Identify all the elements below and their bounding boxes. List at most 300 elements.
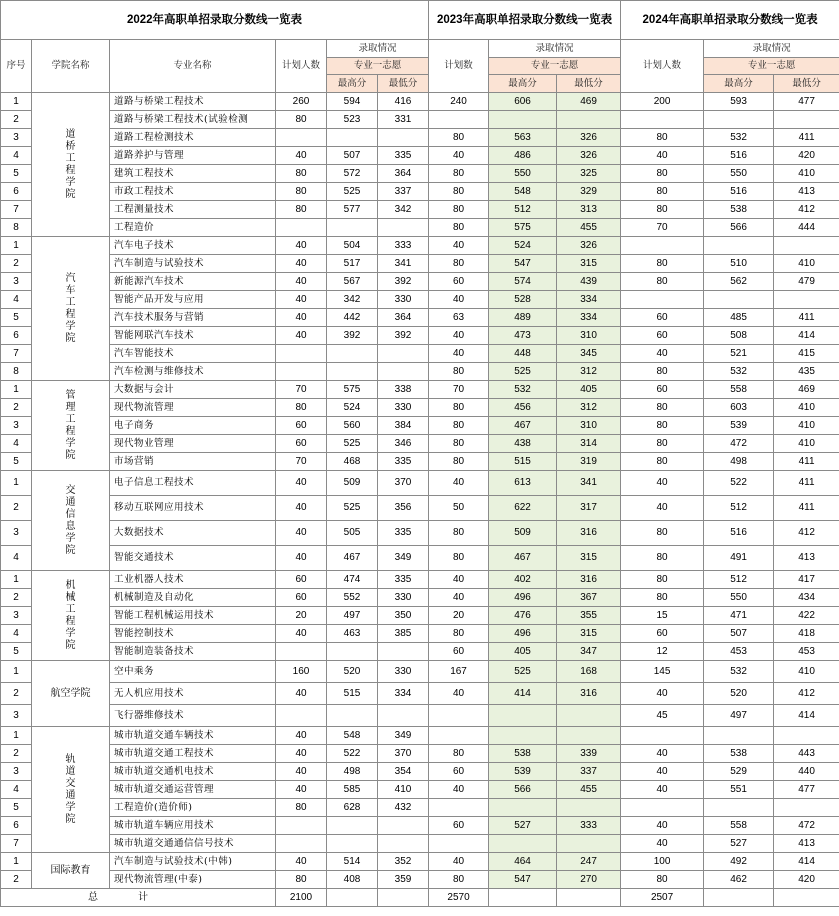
cell-max-2023: 512	[489, 201, 557, 219]
cell-min-2023	[557, 705, 621, 727]
cell-min-2024	[774, 237, 839, 255]
cell-plan-2023: 20	[429, 607, 489, 625]
cell-plan-2023: 80	[429, 521, 489, 546]
total-empty-cell	[557, 889, 621, 907]
major-name: 城市轨道交通车辆技术	[110, 727, 276, 745]
cell-max-2022: 520	[327, 661, 378, 683]
cell-max-2024: 603	[704, 399, 774, 417]
cell-plan-2022: 40	[276, 496, 327, 521]
cell-plan-2024: 12	[621, 643, 704, 661]
table-row	[1, 705, 839, 727]
total-plan-2023: 2570	[429, 889, 489, 907]
row-index: 1	[1, 727, 32, 745]
header-admission-2022: 录取情况	[327, 40, 429, 58]
cell-plan-2023: 40	[429, 471, 489, 496]
cell-plan-2024: 40	[621, 496, 704, 521]
cell-plan-2023: 80	[429, 399, 489, 417]
cell-max-2023: 574	[489, 273, 557, 291]
cell-max-2023: 539	[489, 763, 557, 781]
cell-plan-2023: 80	[429, 129, 489, 147]
cell-max-2022: 523	[327, 111, 378, 129]
cell-max-2022: 504	[327, 237, 378, 255]
cell-max-2022: 408	[327, 871, 378, 889]
row-index: 4	[1, 291, 32, 309]
cell-min-2024: 412	[774, 521, 839, 546]
cell-min-2022: 334	[378, 683, 429, 705]
cell-plan-2022	[276, 705, 327, 727]
cell-min-2024	[774, 291, 839, 309]
row-index: 2	[1, 683, 32, 705]
header-plan-2024: 计划人数	[621, 40, 704, 93]
cell-max-2024: 453	[704, 643, 774, 661]
cell-max-2022: 628	[327, 799, 378, 817]
college-name-text: 道桥工程学院	[65, 128, 76, 200]
cell-plan-2022	[276, 835, 327, 853]
cell-plan-2023: 63	[429, 309, 489, 327]
cell-min-2024: 411	[774, 129, 839, 147]
table-row	[1, 435, 839, 453]
cell-plan-2023: 40	[429, 237, 489, 255]
cell-min-2024: 434	[774, 589, 839, 607]
row-index: 2	[1, 111, 32, 129]
major-name: 智能控制技术	[110, 625, 276, 643]
cell-min-2023: 347	[557, 643, 621, 661]
cell-max-2024: 521	[704, 345, 774, 363]
major-name: 工程造价	[110, 219, 276, 237]
cell-max-2024: 498	[704, 453, 774, 471]
cell-max-2023	[489, 799, 557, 817]
cell-plan-2023: 40	[429, 291, 489, 309]
title-2022: 2022年高职单招录取分数线一览表	[1, 1, 429, 40]
cell-max-2024: 527	[704, 835, 774, 853]
cell-min-2023: 326	[557, 129, 621, 147]
total-empty-cell	[378, 889, 429, 907]
cell-max-2024: 538	[704, 745, 774, 763]
cell-plan-2022: 60	[276, 589, 327, 607]
cell-plan-2023: 80	[429, 183, 489, 201]
title-2024: 2024年高职单招录取分数线一览表	[621, 1, 839, 40]
cell-min-2023: 334	[557, 291, 621, 309]
cell-plan-2022: 80	[276, 399, 327, 417]
cell-min-2023: 315	[557, 546, 621, 571]
row-index: 3	[1, 607, 32, 625]
cell-min-2023: 333	[557, 817, 621, 835]
row-index: 3	[1, 705, 32, 727]
total-empty-cell	[489, 889, 557, 907]
college-name	[32, 471, 110, 571]
major-name: 电子信息工程技术	[110, 471, 276, 496]
row-index: 4	[1, 147, 32, 165]
cell-plan-2024: 100	[621, 853, 704, 871]
cell-plan-2022: 40	[276, 521, 327, 546]
cell-plan-2023: 50	[429, 496, 489, 521]
cell-max-2024: 539	[704, 417, 774, 435]
cell-plan-2023	[429, 727, 489, 745]
row-index: 7	[1, 201, 32, 219]
cell-min-2023	[557, 727, 621, 745]
cell-min-2024: 418	[774, 625, 839, 643]
college-name-text: 航空学院	[50, 687, 91, 699]
cell-min-2024: 410	[774, 165, 839, 183]
table-row	[1, 763, 839, 781]
row-index: 5	[1, 165, 32, 183]
cell-min-2023: 247	[557, 853, 621, 871]
college-name	[32, 853, 110, 889]
cell-max-2023: 606	[489, 93, 557, 111]
cell-max-2023: 467	[489, 417, 557, 435]
cell-plan-2022: 40	[276, 327, 327, 345]
college-name	[32, 93, 110, 237]
cell-max-2024: 512	[704, 571, 774, 589]
cell-plan-2023: 80	[429, 871, 489, 889]
major-name: 电子商务	[110, 417, 276, 435]
cell-max-2022: 392	[327, 327, 378, 345]
cell-max-2022: 509	[327, 471, 378, 496]
cell-min-2022: 335	[378, 453, 429, 471]
major-name: 无人机应用技术	[110, 683, 276, 705]
table-row	[1, 853, 839, 871]
table-row	[1, 93, 839, 111]
cell-max-2024: 508	[704, 327, 774, 345]
cell-min-2022	[378, 705, 429, 727]
cell-max-2023: 525	[489, 661, 557, 683]
header-max-2023: 最高分	[489, 75, 557, 93]
cell-plan-2023: 80	[429, 363, 489, 381]
cell-plan-2022: 160	[276, 661, 327, 683]
table-body	[1, 93, 839, 907]
cell-plan-2022	[276, 363, 327, 381]
cell-min-2024: 453	[774, 643, 839, 661]
cell-max-2022: 463	[327, 625, 378, 643]
cell-min-2024: 469	[774, 381, 839, 399]
major-name: 工业机器人技术	[110, 571, 276, 589]
row-index: 2	[1, 399, 32, 417]
cell-min-2024: 411	[774, 471, 839, 496]
cell-min-2022: 338	[378, 381, 429, 399]
college-name-text: 管理工程学院	[65, 389, 76, 461]
row-index: 5	[1, 309, 32, 327]
cell-min-2022: 349	[378, 727, 429, 745]
table-row	[1, 799, 839, 817]
row-index: 6	[1, 183, 32, 201]
cell-plan-2023	[429, 111, 489, 129]
row-index: 7	[1, 345, 32, 363]
cell-max-2022: 525	[327, 183, 378, 201]
cell-min-2022: 330	[378, 291, 429, 309]
header-first-choice-2024: 专业一志愿	[704, 58, 839, 75]
cell-plan-2024: 80	[621, 589, 704, 607]
cell-max-2023: 547	[489, 255, 557, 273]
total-label: 总计	[1, 889, 276, 907]
table-row	[1, 417, 839, 435]
cell-plan-2022: 40	[276, 763, 327, 781]
cell-plan-2023: 40	[429, 781, 489, 799]
cell-max-2024: 462	[704, 871, 774, 889]
cell-min-2024: 422	[774, 607, 839, 625]
cell-max-2022: 560	[327, 417, 378, 435]
major-name: 工程造价(造价师)	[110, 799, 276, 817]
major-name: 道路工程检测技术	[110, 129, 276, 147]
cell-min-2023	[557, 835, 621, 853]
cell-plan-2024: 80	[621, 399, 704, 417]
cell-plan-2024: 70	[621, 219, 704, 237]
cell-max-2022: 522	[327, 745, 378, 763]
cell-max-2023: 563	[489, 129, 557, 147]
cell-max-2023: 438	[489, 435, 557, 453]
table-row	[1, 183, 839, 201]
header-max-2024: 最高分	[704, 75, 774, 93]
cell-min-2022: 432	[378, 799, 429, 817]
major-name: 建筑工程技术	[110, 165, 276, 183]
table-row	[1, 399, 839, 417]
cell-max-2024: 550	[704, 589, 774, 607]
cell-min-2023: 334	[557, 309, 621, 327]
row-index: 4	[1, 546, 32, 571]
row-index: 5	[1, 799, 32, 817]
cell-min-2024: 412	[774, 201, 839, 219]
cell-plan-2023: 60	[429, 817, 489, 835]
header-max-2022: 最高分	[327, 75, 378, 93]
table-row	[1, 111, 839, 129]
major-name: 汽车技术服务与营销	[110, 309, 276, 327]
cell-max-2023: 532	[489, 381, 557, 399]
total-empty-cell	[704, 889, 774, 907]
table-row	[1, 643, 839, 661]
cell-min-2024: 412	[774, 683, 839, 705]
cell-min-2022: 335	[378, 571, 429, 589]
cell-max-2023: 456	[489, 399, 557, 417]
row-index: 8	[1, 219, 32, 237]
cell-min-2023: 270	[557, 871, 621, 889]
cell-plan-2023: 40	[429, 853, 489, 871]
cell-plan-2022: 40	[276, 147, 327, 165]
cell-plan-2023	[429, 799, 489, 817]
cell-plan-2024: 80	[621, 871, 704, 889]
cell-plan-2023: 40	[429, 571, 489, 589]
cell-plan-2024: 80	[621, 363, 704, 381]
cell-min-2024: 410	[774, 435, 839, 453]
college-name-text: 轨道交通学院	[65, 753, 76, 825]
cell-min-2023: 310	[557, 417, 621, 435]
cell-max-2023: 509	[489, 521, 557, 546]
cell-plan-2023: 80	[429, 625, 489, 643]
major-name: 道路与桥梁工程技术	[110, 93, 276, 111]
major-name: 汽车智能技术	[110, 345, 276, 363]
cell-min-2023: 355	[557, 607, 621, 625]
total-plan-2024: 2507	[621, 889, 704, 907]
row-index: 1	[1, 381, 32, 399]
major-name: 大数据技术	[110, 521, 276, 546]
cell-max-2022	[327, 835, 378, 853]
row-index: 1	[1, 661, 32, 683]
cell-min-2023: 455	[557, 781, 621, 799]
cell-min-2024: 410	[774, 417, 839, 435]
cell-min-2024: 410	[774, 661, 839, 683]
cell-plan-2023: 40	[429, 327, 489, 345]
major-name: 移动互联网应用技术	[110, 496, 276, 521]
cell-max-2023	[489, 111, 557, 129]
cell-max-2022: 442	[327, 309, 378, 327]
major-name: 道路与桥梁工程技术(试验检测	[110, 111, 276, 129]
cell-plan-2023: 60	[429, 273, 489, 291]
cell-min-2023: 316	[557, 521, 621, 546]
cell-plan-2024: 40	[621, 683, 704, 705]
major-name: 汽车电子技术	[110, 237, 276, 255]
cell-plan-2023: 167	[429, 661, 489, 683]
cell-min-2022: 330	[378, 399, 429, 417]
cell-max-2023: 622	[489, 496, 557, 521]
row-index: 3	[1, 129, 32, 147]
cell-plan-2022: 80	[276, 201, 327, 219]
row-index: 1	[1, 471, 32, 496]
cell-max-2022	[327, 219, 378, 237]
header-plan-2023: 计划数	[429, 40, 489, 93]
major-name: 城市轨道交通机电技术	[110, 763, 276, 781]
row-index: 6	[1, 327, 32, 345]
cell-min-2024	[774, 799, 839, 817]
table-row	[1, 683, 839, 705]
cell-plan-2022: 40	[276, 471, 327, 496]
cell-plan-2023: 40	[429, 147, 489, 165]
cell-min-2024: 414	[774, 853, 839, 871]
cell-plan-2024: 80	[621, 546, 704, 571]
major-name: 工程测量技术	[110, 201, 276, 219]
cell-min-2022: 392	[378, 327, 429, 345]
cell-max-2022: 497	[327, 607, 378, 625]
cell-max-2023: 489	[489, 309, 557, 327]
major-name: 新能源汽车技术	[110, 273, 276, 291]
cell-max-2022: 474	[327, 571, 378, 589]
row-index: 2	[1, 496, 32, 521]
cell-max-2023	[489, 727, 557, 745]
cell-min-2022: 359	[378, 871, 429, 889]
cell-min-2022: 364	[378, 309, 429, 327]
cell-plan-2022: 260	[276, 93, 327, 111]
cell-min-2023: 345	[557, 345, 621, 363]
major-name: 城市轨道交通通信信号技术	[110, 835, 276, 853]
cell-plan-2023: 80	[429, 435, 489, 453]
cell-min-2024: 414	[774, 705, 839, 727]
cell-min-2024: 415	[774, 345, 839, 363]
cell-plan-2023: 80	[429, 546, 489, 571]
cell-max-2023: 548	[489, 183, 557, 201]
cell-plan-2022: 40	[276, 291, 327, 309]
major-name: 智能网联汽车技术	[110, 327, 276, 345]
cell-min-2022: 335	[378, 147, 429, 165]
college-name	[32, 381, 110, 471]
cell-plan-2024: 45	[621, 705, 704, 727]
cell-max-2023: 448	[489, 345, 557, 363]
row-index: 3	[1, 763, 32, 781]
total-plan-2022: 2100	[276, 889, 327, 907]
cell-min-2022: 370	[378, 471, 429, 496]
cell-max-2023: 550	[489, 165, 557, 183]
cell-min-2024: 411	[774, 496, 839, 521]
cell-min-2024	[774, 727, 839, 745]
header-major: 专业名称	[110, 40, 276, 93]
cell-min-2023: 455	[557, 219, 621, 237]
cell-min-2022: 342	[378, 201, 429, 219]
major-name: 智能交通技术	[110, 546, 276, 571]
major-name: 城市轨道车辆应用技术	[110, 817, 276, 835]
cell-max-2023: 566	[489, 781, 557, 799]
major-name: 现代物流管理(中泰)	[110, 871, 276, 889]
cell-plan-2024: 80	[621, 417, 704, 435]
cell-min-2024: 413	[774, 835, 839, 853]
cell-min-2024	[774, 111, 839, 129]
cell-max-2024: 593	[704, 93, 774, 111]
table-row	[1, 607, 839, 625]
table-row	[1, 546, 839, 571]
cell-max-2022: 515	[327, 683, 378, 705]
cell-max-2023: 525	[489, 363, 557, 381]
cell-max-2023: 547	[489, 871, 557, 889]
cell-plan-2024: 40	[621, 345, 704, 363]
header-plan-2022: 计划人数	[276, 40, 327, 93]
major-name: 智能制造装备技术	[110, 643, 276, 661]
cell-max-2022: 572	[327, 165, 378, 183]
table-row	[1, 571, 839, 589]
college-name-text: 机械工程学院	[65, 579, 76, 651]
cell-max-2024: 538	[704, 201, 774, 219]
major-name: 城市轨道交通工程技术	[110, 745, 276, 763]
cell-plan-2024: 60	[621, 381, 704, 399]
cell-plan-2022: 40	[276, 683, 327, 705]
cell-max-2022: 552	[327, 589, 378, 607]
cell-max-2024	[704, 727, 774, 745]
cell-min-2024: 410	[774, 399, 839, 417]
cell-min-2024: 411	[774, 453, 839, 471]
cell-max-2024	[704, 291, 774, 309]
cell-plan-2024: 145	[621, 661, 704, 683]
cell-max-2023: 524	[489, 237, 557, 255]
cell-min-2024: 443	[774, 745, 839, 763]
cell-plan-2024: 80	[621, 183, 704, 201]
cell-max-2024: 532	[704, 363, 774, 381]
cell-max-2024: 512	[704, 496, 774, 521]
row-index: 7	[1, 835, 32, 853]
cell-min-2023: 405	[557, 381, 621, 399]
cell-plan-2023: 60	[429, 763, 489, 781]
row-index: 4	[1, 435, 32, 453]
cell-plan-2022	[276, 219, 327, 237]
major-name: 现代物流管理	[110, 399, 276, 417]
cell-min-2022: 335	[378, 521, 429, 546]
cell-max-2023: 575	[489, 219, 557, 237]
cell-max-2024: 550	[704, 165, 774, 183]
cell-max-2023: 528	[489, 291, 557, 309]
cell-max-2024: 532	[704, 129, 774, 147]
table-row	[1, 521, 839, 546]
cell-plan-2024	[621, 237, 704, 255]
cell-max-2024: 471	[704, 607, 774, 625]
row-index: 3	[1, 417, 32, 435]
cell-plan-2024: 80	[621, 453, 704, 471]
cell-min-2022: 385	[378, 625, 429, 643]
table-row	[1, 291, 839, 309]
cell-plan-2023: 40	[429, 345, 489, 363]
table-row	[1, 745, 839, 763]
cell-min-2024: 417	[774, 571, 839, 589]
cell-plan-2024: 40	[621, 471, 704, 496]
cell-max-2024: 522	[704, 471, 774, 496]
cell-min-2023: 313	[557, 201, 621, 219]
cell-min-2023: 326	[557, 237, 621, 255]
cell-max-2023: 414	[489, 683, 557, 705]
cell-min-2024: 411	[774, 309, 839, 327]
major-name: 汽车制造与试验技术	[110, 255, 276, 273]
row-index: 1	[1, 237, 32, 255]
